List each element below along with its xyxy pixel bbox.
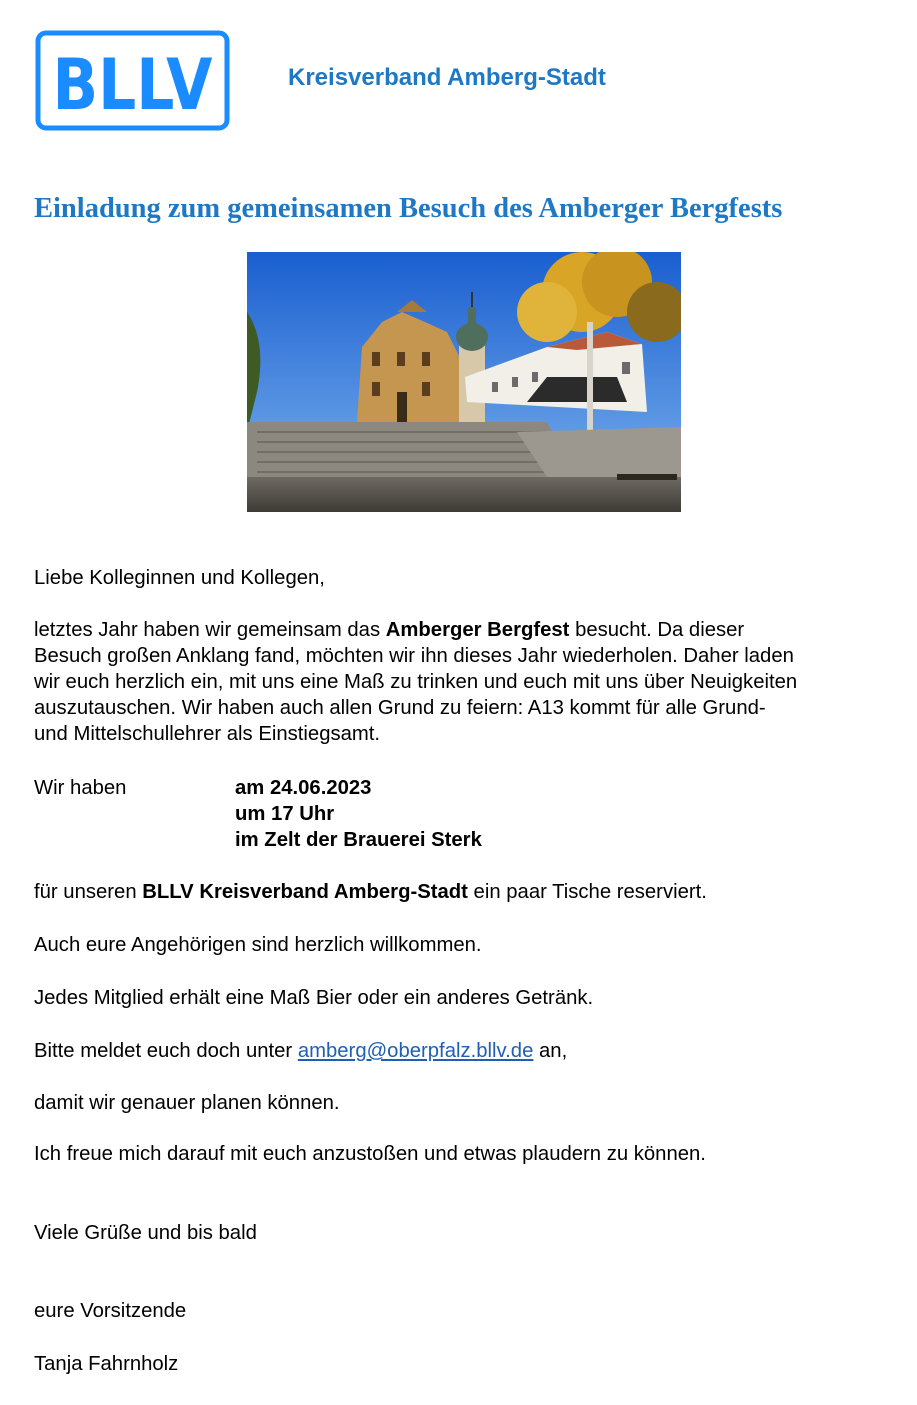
- intro-line-2: Besuch großen Anklang fand, möchten wir ihn dieses Jahr wiederholen. Daher laden: [34, 645, 794, 667]
- event-details: [235, 775, 482, 853]
- reservation-text: für unseren: [34, 881, 143, 903]
- photo-church-hill-image: [247, 252, 681, 512]
- signature-name: Tanja Fahrnholz: [34, 1353, 179, 1375]
- drink-info: Jedes Mitglied erhält eine Maß Bier oder ein anderes Getränk.: [34, 987, 594, 1009]
- closing: Viele Grüße und bis bald: [34, 1222, 257, 1244]
- association-name: BLLV Kreisverband Amberg-Stadt: [142, 881, 468, 903]
- intro-line-5: und Mittelschullehrer als Einstiegsamt.: [34, 723, 381, 745]
- greeting: Liebe Kolleginnen und Kollegen,: [34, 567, 325, 589]
- intro-text: besucht. Da dieser: [569, 619, 745, 641]
- event-name: Amberger Bergfest: [385, 619, 570, 641]
- event-place: im Zelt der Brauerei Sterk: [235, 829, 482, 851]
- signature-role: eure Vorsitzende: [34, 1300, 187, 1322]
- page-title: Einladung zum gemeinsamen Besuch des Amberger Bergfests: [34, 193, 783, 224]
- reservation-line: [34, 879, 707, 905]
- intro-line-3: wir euch herzlich ein, mit uns eine Maß zu trinken und euch mit uns über Neuigkeiten: [34, 671, 798, 693]
- intro-text: letztes Jahr haben wir gemeinsam das: [34, 619, 386, 641]
- logo-text: BLLV: [52, 44, 213, 126]
- register-text: an,: [533, 1040, 568, 1062]
- intro-line-4: auszutauschen. Wir haben auch allen Grund zu feiern: A13 kommt für alle Grund-: [34, 697, 766, 719]
- event-date: am 24.06.2023: [235, 777, 372, 799]
- event-time: um 17 Uhr: [235, 803, 335, 825]
- register-text: Bitte meldet euch doch unter: [34, 1040, 298, 1062]
- intro-line-1: [34, 617, 894, 643]
- details-label: Wir haben: [34, 777, 127, 799]
- register-line: [34, 1038, 567, 1064]
- email-link[interactable]: amberg@oberpfalz.bllv.de: [297, 1040, 534, 1062]
- org-name: Kreisverband Amberg-Stadt: [288, 64, 606, 91]
- looking-forward-line: Ich freue mich darauf mit euch anzustoßen und etwas plaudern zu können.: [34, 1143, 706, 1165]
- family-welcome: Auch eure Angehörigen sind herzlich willkommen.: [34, 934, 482, 956]
- reservation-text: ein paar Tische reserviert.: [467, 881, 707, 903]
- bllv-logo: [35, 30, 230, 131]
- planning-line: damit wir genauer planen können.: [34, 1092, 340, 1114]
- intro-paragraph: [34, 617, 894, 747]
